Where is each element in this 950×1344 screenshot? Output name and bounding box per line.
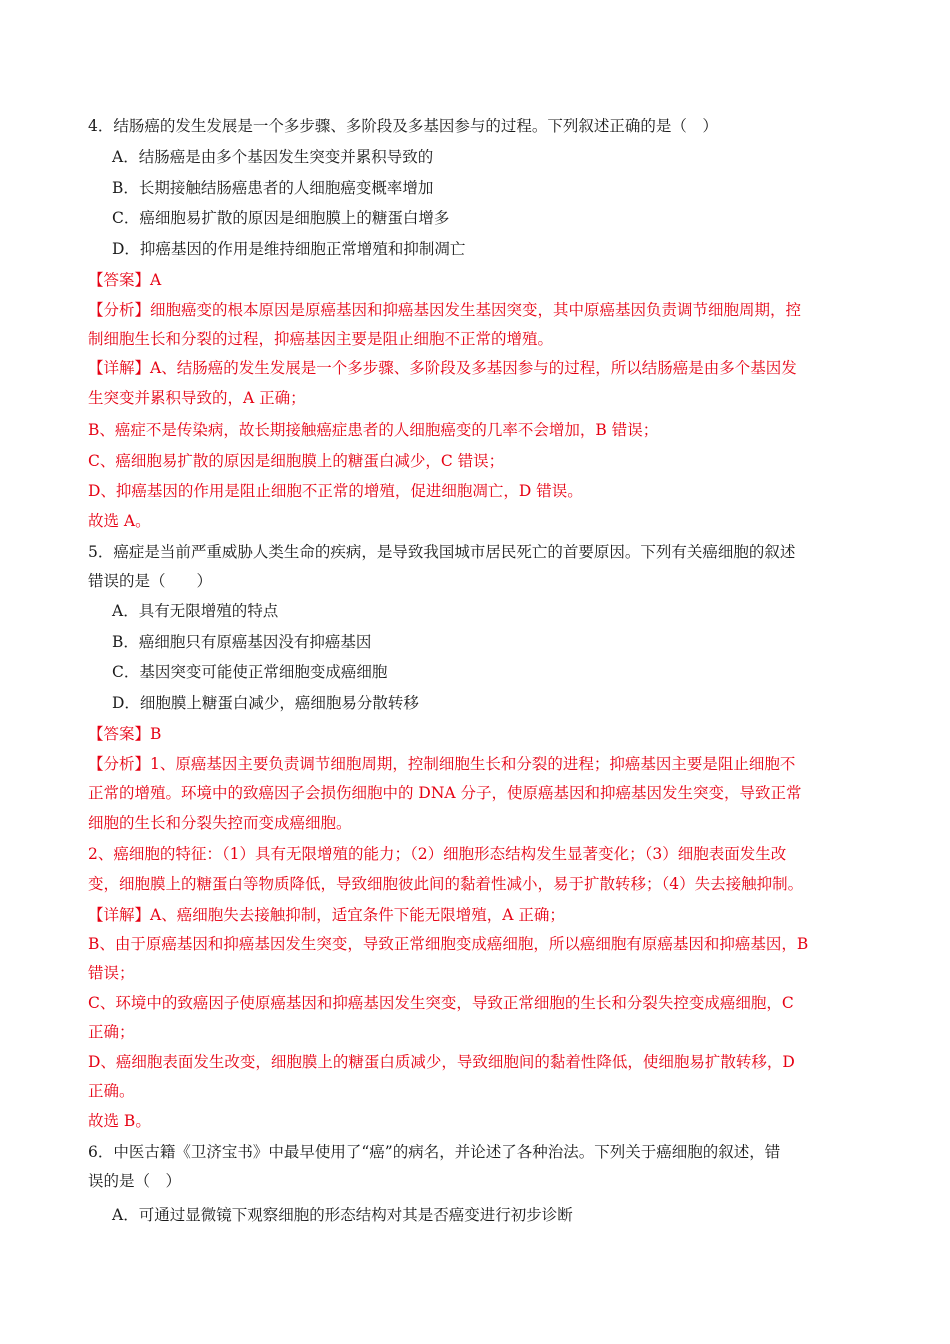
q4-detail-line: C、癌细胞易扩散的原因是细胞膜上的糖蛋白减少，C 错误；	[88, 452, 505, 470]
q5-option-c: C．基因突变可能使正常细胞变成癌细胞	[112, 663, 388, 681]
q5-option-a: A．具有无限增殖的特点	[112, 602, 279, 620]
q5-option-d: D．细胞膜上糖蛋白减少，癌细胞易分散转移	[112, 694, 419, 712]
q5-detail-line: 【详解】A、癌细胞失去接触抑制，适宜条件下能无限增殖，A 正确；	[88, 906, 565, 924]
q5-detail-line: 正确；	[88, 1023, 135, 1041]
q5-detail-line: 正确。	[88, 1082, 135, 1100]
q4-option-c: C．癌细胞易扩散的原因是细胞膜上的糖蛋白增多	[112, 209, 450, 227]
q4-detail-line: B、癌症不是传染病，故长期接触癌症患者的人细胞癌变的几率不会增加，B 错误；	[88, 421, 659, 439]
q6-stem-line: 6．中医古籍《卫济宝书》中最早使用了“癌”的病名，并论述了各种治法。下列关于癌细胞的叙述，错	[88, 1143, 781, 1161]
q5-option-b: B．癌细胞只有原癌基因没有抑癌基因	[112, 633, 372, 651]
q4-conclusion: 故选 A。	[88, 512, 151, 530]
q4-analysis-line: 制细胞生长和分裂的过程，抑癌基因主要是阻止细胞不正常的增殖。	[88, 330, 554, 348]
q5-detail-line: C、环境中的致癌因子使原癌基因和抑癌基因发生突变，导致正常细胞的生长和分裂失控变成癌细胞，C	[88, 994, 794, 1012]
q4-option-a: A．结肠癌是由多个基因发生突变并累积导致的	[112, 148, 434, 166]
q4-option-d: D．抑癌基因的作用是维持细胞正常增殖和抑制凋亡	[112, 240, 466, 258]
q5-analysis-line: 正常的增殖。环境中的致癌因子会损伤细胞中的 DNA 分子，使原癌基因和抑癌基因发生突变，导致正常	[88, 784, 802, 802]
q5-stem-line: 5．癌症是当前严重威胁人类生命的疾病，是导致我国城市居民死亡的首要原因。下列有关癌细胞的叙述	[88, 543, 796, 561]
q5-analysis-line: 2、癌细胞的特征：（1）具有无限增殖的能力；（2）细胞形态结构发生显著变化；（3）细胞表面发生改	[88, 845, 787, 863]
q5-detail-line: B、由于原癌基因和抑癌基因发生突变，导致正常细胞变成癌细胞，所以癌细胞有原癌基因和抑癌基因，B	[88, 935, 809, 953]
q4-detail-line: D、抑癌基因的作用是阻止细胞不正常的增殖，促进细胞凋亡，D 错误。	[88, 482, 583, 500]
q5-analysis-line: 【分析】1、原癌基因主要负责调节细胞周期，控制细胞生长和分裂的进程；抑癌基因主要是阻止细胞不	[88, 755, 796, 773]
q4-stem: 4．结肠癌的发生发展是一个多步骤、多阶段及多基因参与的过程。下列叙述正确的是（ ）	[88, 117, 718, 135]
q5-analysis-line: 细胞的生长和分裂失控而变成癌细胞。	[88, 814, 352, 832]
q4-detail-line: 【详解】A、结肠癌的发生发展是一个多步骤、多阶段及多基因参与的过程，所以结肠癌是由多个基因发	[88, 359, 797, 377]
q5-detail-line: D、癌细胞表面发生改变，细胞膜上的糖蛋白质减少，导致细胞间的黏着性降低，使细胞易扩散转移，D	[88, 1053, 795, 1071]
q4-answer: 【答案】A	[88, 271, 162, 289]
q4-detail-line: 生突变并累积导致的，A 正确；	[88, 389, 306, 407]
q5-analysis-line: 变，细胞膜上的糖蛋白等物质降低，导致细胞彼此间的黏着性减小，易于扩散转移；（4）失去接触抑制。	[88, 875, 804, 893]
q5-answer: 【答案】B	[88, 725, 162, 743]
q4-option-b: B．长期接触结肠癌患者的人细胞癌变概率增加	[112, 179, 434, 197]
q4-analysis-line: 【分析】细胞癌变的根本原因是原癌基因和抑癌基因发生基因突变，其中原癌基因负责调节细胞周期，控	[88, 301, 802, 319]
q5-detail-line: 错误；	[88, 964, 135, 982]
q5-stem-line: 错误的是（ ）	[88, 572, 213, 590]
q5-conclusion: 故选 B。	[88, 1112, 151, 1130]
q6-option-a: A．可通过显微镜下观察细胞的形态结构对其是否癌变进行初步诊断	[112, 1206, 573, 1224]
q6-stem-line: 误的是（ ）	[88, 1172, 182, 1190]
